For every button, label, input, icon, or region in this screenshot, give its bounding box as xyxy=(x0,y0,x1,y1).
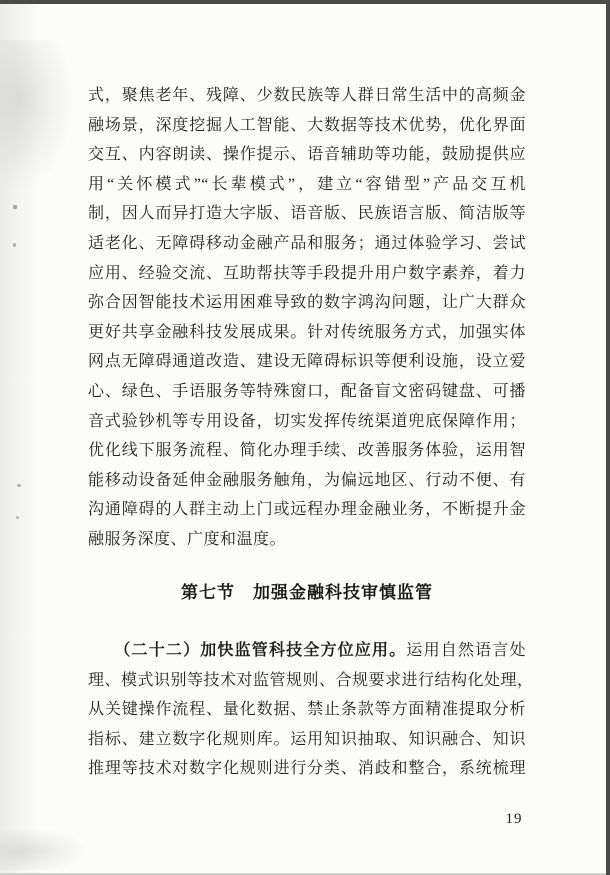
paragraph-line: 优化线下服务流程、简化办理手续、改善服务体验，运用智 xyxy=(88,442,526,460)
paragraph-line: 指标、建立数字化规则库。运用知识抽取、知识融合、知识 xyxy=(88,730,526,748)
scan-smudge-bottom-left xyxy=(0,828,85,870)
paragraph-line: 融场景，深度挖掘人工智能、大数据等技术优势，优化界面 xyxy=(88,116,526,134)
item-paragraph-lines xyxy=(88,666,534,784)
paragraph-line: 推理等技术对数字化规则进行分类、消歧和整合，系统梳理 xyxy=(88,760,526,778)
paragraph-line: 从关键操作流程、量化数据、禁止条款等方面精准提取分析 xyxy=(88,701,526,719)
paragraph-line xyxy=(88,636,526,666)
paragraph-text: 运用自然语言处 xyxy=(406,642,526,659)
paragraph-line: 沟通障碍的人群主动上门或远程办理金融业务，不断提升金 xyxy=(88,501,526,519)
paragraph-line: 网点无障碍通道改造、建设无障碍标识等便利设施，设立爱 xyxy=(88,353,526,371)
scan-edge-right xyxy=(606,0,610,875)
paragraph-line: 理、模式识别等技术对监管规则、合规要求进行结构化处理， xyxy=(88,671,534,689)
binding-speck xyxy=(13,243,16,247)
paragraph-line: 弥合因智能技术运用困难导致的数字鸿沟问题，让广大群众 xyxy=(88,294,526,312)
paragraph-line: 音式验钞机等专用设备，切实发挥传统渠道兜底保障作用； xyxy=(88,412,526,430)
item-paragraph xyxy=(88,636,534,784)
scan-edge-top xyxy=(0,0,610,4)
paragraph-line: 制，因人而异打造大字版、语音版、民族语言版、简洁版等 xyxy=(88,205,526,223)
item-title-bold: （二十二）加快监管科技全方位应用。 xyxy=(122,642,407,659)
paragraph-line: 用“关怀模式”“长辈模式”，建立“容错型”产品交互机 xyxy=(88,175,526,193)
paragraph-line: 适老化、无障碍移动金融产品和服务；通过体验学习、尝试 xyxy=(88,234,526,252)
paragraph-line: 交互、内容朗读、操作提示、语音辅助等功能，鼓励提供应 xyxy=(88,146,526,164)
paragraph-line: 式，聚焦老年、残障、少数民族等人群日常生活中的高频金 xyxy=(88,87,526,104)
body-paragraph-continuation xyxy=(88,81,526,555)
paragraph-line: 能移动设备延伸金融服务触角，为偏远地区、行动不便、有 xyxy=(88,471,526,489)
binding-speck xyxy=(16,516,19,519)
binding-speck xyxy=(17,484,21,487)
paragraph-line: 融服务深度、广度和温度。 xyxy=(88,530,287,548)
page-number: 19 xyxy=(505,811,523,827)
paragraph-line: 心、绿色、手语服务等特殊窗口，配备盲文密码键盘、可播 xyxy=(88,382,526,400)
scan-smudge-top-left xyxy=(0,40,75,190)
paragraph-indent xyxy=(88,642,122,659)
paragraph-line: 应用、经验交流、互助帮扶等手段提升用户数字素养，着力 xyxy=(88,264,526,282)
binding-speck xyxy=(13,205,17,209)
section-heading: 第七节 加强金融科技审慎监管 xyxy=(181,583,433,602)
paragraph-line: 更好共享金融科技发展成果。针对传统服务方式，加强实体 xyxy=(88,323,526,341)
